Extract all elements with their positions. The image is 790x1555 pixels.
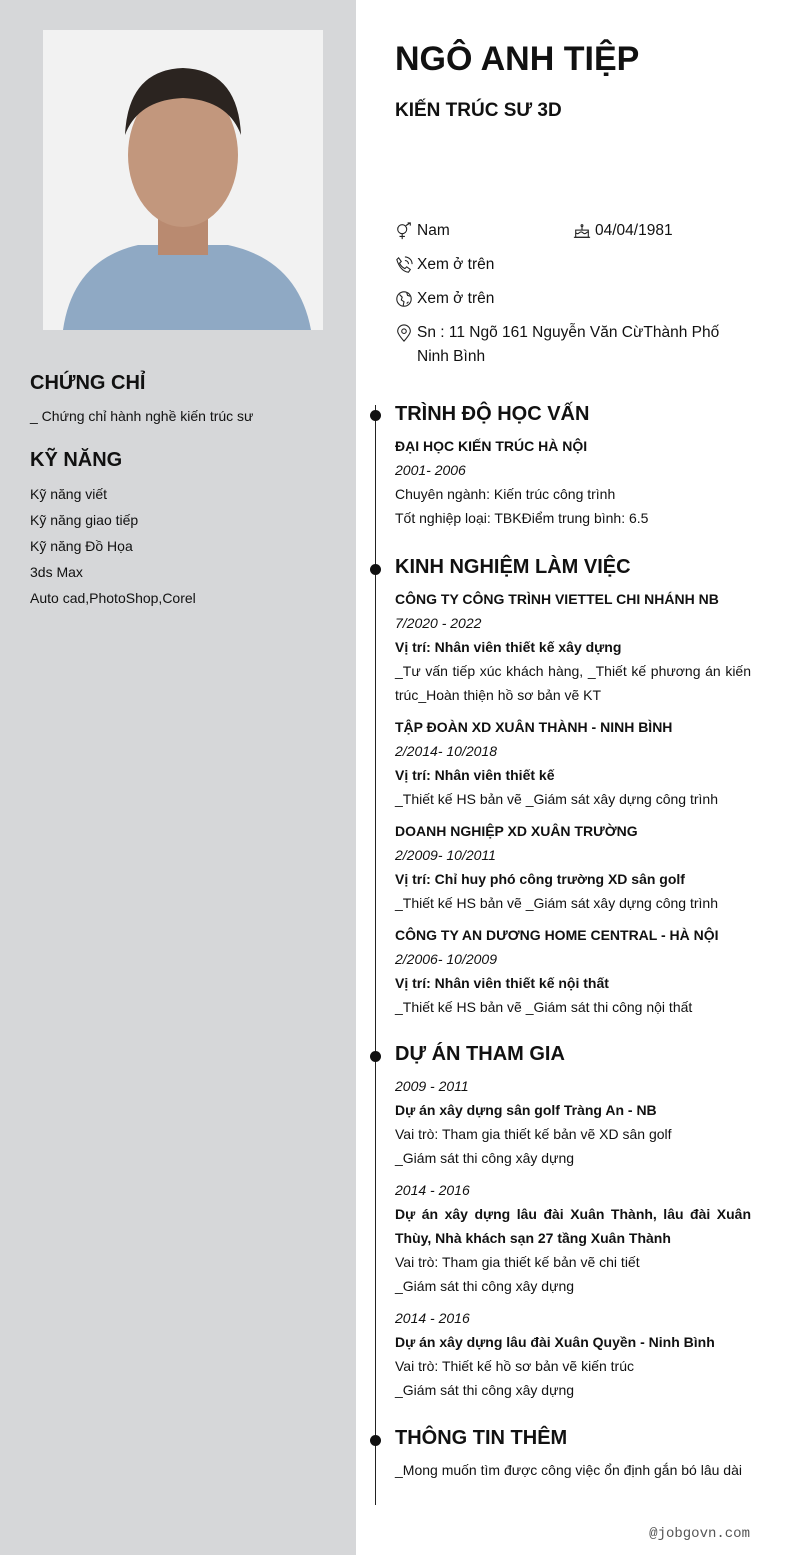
company-name: DOANH NGHIỆP XD XUÂN TRƯỜNG bbox=[395, 823, 638, 839]
period: 2009 - 2011 bbox=[395, 1078, 469, 1094]
birthday-row bbox=[573, 219, 673, 243]
birthday-cake-icon bbox=[573, 222, 591, 240]
school-name: ĐẠI HỌC KIẾN TRÚC HÀ NỘI bbox=[395, 438, 588, 454]
project-entry bbox=[395, 1178, 751, 1298]
education-section bbox=[395, 400, 751, 530]
additional-section bbox=[395, 1424, 751, 1482]
skills-heading: KỸ NĂNG bbox=[30, 449, 123, 471]
address-row bbox=[395, 321, 745, 369]
role: Vai trò: Tham gia thiết kế bản vẽ chi tiết bbox=[395, 1254, 640, 1270]
experience-section bbox=[395, 553, 751, 1027]
period: 2/2006- 10/2009 bbox=[395, 951, 497, 967]
gender-icon bbox=[395, 222, 413, 240]
skill-item: 3ds Max bbox=[30, 564, 83, 580]
timeline-dot bbox=[370, 1435, 381, 1446]
additional-heading: THÔNG TIN THÊM bbox=[395, 1427, 568, 1449]
position: Vị trí: Nhân viên thiết kế xây dựng bbox=[395, 639, 622, 655]
experience-entry bbox=[395, 715, 751, 811]
timeline-dot bbox=[370, 564, 381, 575]
skill-item: Kỹ năng giao tiếp bbox=[30, 512, 139, 528]
education-grade: Tốt nghiệp loại: TBKĐiểm trung bình: 6.5 bbox=[395, 510, 649, 526]
position: Vị trí: Chỉ huy phó công trường XD sân golf bbox=[395, 871, 685, 887]
gender-value: Nam bbox=[417, 222, 450, 239]
description: _Giám sát thi công xây dựng bbox=[395, 1150, 575, 1166]
description: _Giám sát thi công xây dựng bbox=[395, 1382, 575, 1398]
position: Vị trí: Nhân viên thiết kế bbox=[395, 767, 555, 783]
period: 7/2020 - 2022 bbox=[395, 615, 482, 631]
project-entry bbox=[395, 1074, 751, 1170]
project-entry bbox=[395, 1306, 751, 1402]
description: _Giám sát thi công xây dựng bbox=[395, 1278, 575, 1294]
description: _Thiết kế HS bản vẽ _Giám sát xây dựng công trình bbox=[395, 791, 718, 807]
sidebar bbox=[0, 0, 356, 1555]
description: _Tư vấn tiếp xúc khách hàng, _Thiết kế phương án kiến trúc_Hoàn thiện hồ sơ bản vẽ KT bbox=[395, 663, 751, 703]
experience-entry bbox=[395, 923, 751, 1019]
address-value: Sn : 11 Ngõ 161 Nguyễn Văn CừThành Phố Ninh Bình bbox=[417, 324, 720, 365]
skill-item: Kỹ năng viết bbox=[30, 486, 108, 502]
role: Vai trò: Thiết kế hồ sơ bản vẽ kiến trúc bbox=[395, 1358, 635, 1374]
birthday-value: 04/04/1981 bbox=[595, 222, 673, 239]
period: 2/2014- 10/2018 bbox=[395, 743, 497, 759]
project-name: Dự án xây dựng lâu đài Xuân Thành, lâu đài Xuân Thùy, Nhà khách sạn 27 tầng Xuân Thành bbox=[395, 1206, 751, 1246]
position: Vị trí: Nhân viên thiết kế nội thất bbox=[395, 975, 609, 991]
period: 2/2009- 10/2011 bbox=[395, 847, 496, 863]
project-name: Dự án xây dựng lâu đài Xuân Quyền - Ninh Bình bbox=[395, 1334, 715, 1350]
additional-text: _Mong muốn tìm được công việc ổn định gắn bó lâu dài bbox=[395, 1462, 742, 1478]
skill-item: Kỹ năng Đồ Họa bbox=[30, 538, 133, 554]
description: _Thiết kế HS bản vẽ _Giám sát xây dựng công trình bbox=[395, 895, 718, 911]
experience-entry bbox=[395, 819, 751, 915]
skill-item: Auto cad,PhotoShop,Corel bbox=[30, 590, 196, 606]
education-major: Chuyên ngành: Kiến trúc công trình bbox=[395, 486, 616, 502]
globe-icon bbox=[395, 290, 413, 308]
location-pin-icon bbox=[395, 324, 413, 342]
education-heading: TRÌNH ĐỘ HỌC VẤN bbox=[395, 403, 590, 425]
website-row bbox=[395, 287, 494, 311]
experience-entry bbox=[395, 587, 751, 707]
candidate-name: NGÔ ANH TIỆP bbox=[395, 40, 640, 78]
role: Vai trò: Tham gia thiết kế bản vẽ XD sân golf bbox=[395, 1126, 672, 1142]
description: _Thiết kế HS bản vẽ _Giám sát thi công nội thất bbox=[395, 999, 693, 1015]
footer-watermark: @jobgovn.com bbox=[649, 1526, 750, 1542]
certificates-heading: CHỨNG CHỈ bbox=[30, 372, 146, 394]
projects-heading: DỰ ÁN THAM GIA bbox=[395, 1043, 565, 1065]
experience-heading: KINH NGHIỆM LÀM VIỆC bbox=[395, 556, 631, 578]
gender-row bbox=[395, 219, 450, 243]
projects-section bbox=[395, 1040, 751, 1410]
job-title: KIẾN TRÚC SƯ 3D bbox=[395, 100, 562, 121]
company-name: TẬP ĐOÀN XD XUÂN THÀNH - NINH BÌNH bbox=[395, 719, 673, 735]
profile-photo bbox=[43, 30, 323, 330]
phone-row bbox=[395, 253, 494, 277]
company-name: CÔNG TY CÔNG TRÌNH VIETTEL CHI NHÁNH NB bbox=[395, 591, 719, 607]
company-name: CÔNG TY AN DƯƠNG HOME CENTRAL - HÀ NỘI bbox=[395, 927, 719, 943]
period: 2014 - 2016 bbox=[395, 1310, 470, 1326]
project-name: Dự án xây dựng sân golf Tràng An - NB bbox=[395, 1102, 657, 1118]
education-period: 2001- 2006 bbox=[395, 462, 466, 478]
timeline-dot bbox=[370, 410, 381, 421]
certificate-item: _ Chứng chỉ hành nghề kiến trúc sư bbox=[30, 408, 254, 424]
period: 2014 - 2016 bbox=[395, 1182, 470, 1198]
website-value: Xem ở trên bbox=[417, 290, 495, 307]
phone-icon bbox=[395, 256, 413, 274]
phone-value: Xem ở trên bbox=[417, 256, 495, 273]
timeline-dot bbox=[370, 1051, 381, 1062]
